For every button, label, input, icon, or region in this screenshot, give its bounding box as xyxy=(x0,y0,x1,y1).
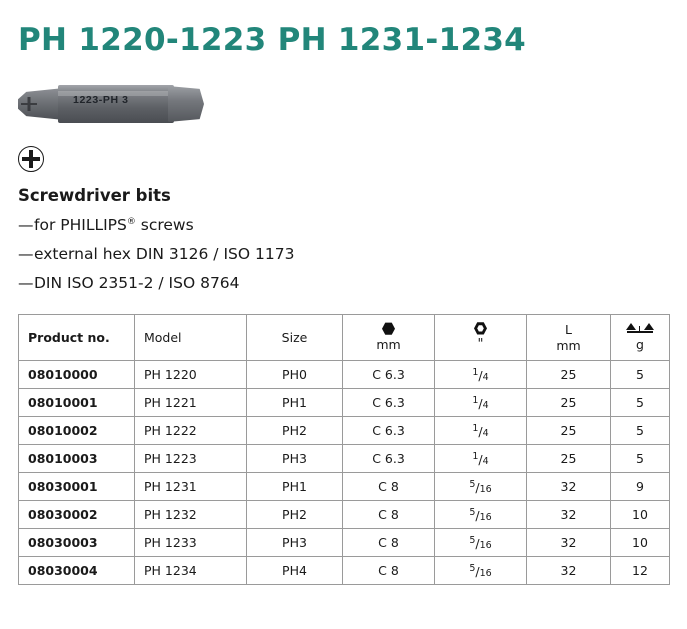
table-row xyxy=(19,389,670,417)
page-title: PH 1220-1223 PH 1231-1234 xyxy=(18,22,527,58)
feature-list xyxy=(18,216,669,292)
cell-size: PH1 xyxy=(247,473,343,501)
cell-hex-inch: $^5$/16 xyxy=(435,473,527,501)
screwdriver-bit-photo xyxy=(18,74,208,132)
bullet-dash: — xyxy=(18,274,34,292)
cell-hex-inch-denominator: 16 xyxy=(479,567,492,579)
table-row xyxy=(19,557,670,585)
specification-table xyxy=(18,314,670,585)
cell-hex-mm: C 6.3 xyxy=(343,361,435,389)
column-header-hex-mm xyxy=(343,315,435,361)
hex-solid-icon xyxy=(382,322,395,335)
cell-hex-inch-denominator: 4 xyxy=(482,455,489,467)
column-header-hex-inch xyxy=(435,315,527,361)
cell-size: PH2 xyxy=(247,417,343,445)
list-item xyxy=(18,216,669,234)
cell-hex-mm: C 6.3 xyxy=(343,445,435,473)
cell-product-no: 08010000 xyxy=(19,361,135,389)
cell-hex-inch-numerator: 5 xyxy=(469,534,476,546)
table-body xyxy=(19,361,670,585)
cell-hex-inch: $^5$/16 xyxy=(435,557,527,585)
table-row xyxy=(19,445,670,473)
table-row xyxy=(19,417,670,445)
bit-engraving-label: 1223-PH 3 xyxy=(73,94,129,106)
cell-hex-inch-numerator: 1 xyxy=(472,422,479,434)
cell-hex-mm: C 8 xyxy=(343,529,435,557)
column-header-length xyxy=(527,315,611,361)
section-subheading: Screwdriver bits xyxy=(18,186,171,205)
column-header-hex-mm-unit: mm xyxy=(376,337,401,353)
cell-hex-mm: C 6.3 xyxy=(343,417,435,445)
cell-weight: 10 xyxy=(611,529,670,557)
cell-length: 25 xyxy=(527,389,611,417)
column-header-hex-inch-unit: " xyxy=(477,336,484,352)
cell-length: 32 xyxy=(527,529,611,557)
list-item-text: for PHILLIPS xyxy=(34,216,127,234)
cell-product-no: 08030003 xyxy=(19,529,135,557)
cell-weight: 5 xyxy=(611,389,670,417)
cell-model: PH 1222 xyxy=(135,417,247,445)
cell-hex-inch-denominator: 4 xyxy=(482,399,489,411)
cell-product-no: 08030004 xyxy=(19,557,135,585)
cell-model: PH 1220 xyxy=(135,361,247,389)
table-row xyxy=(19,501,670,529)
cell-hex-inch-numerator: 1 xyxy=(472,366,479,378)
column-header-weight-unit: g xyxy=(636,337,644,353)
cell-size: PH3 xyxy=(247,445,343,473)
cell-hex-inch-numerator: 1 xyxy=(472,450,479,462)
cell-weight: 12 xyxy=(611,557,670,585)
cell-hex-inch-denominator: 16 xyxy=(479,539,492,551)
list-item-text: DIN ISO 2351-2 / ISO 8764 xyxy=(34,274,240,292)
cell-weight: 9 xyxy=(611,473,670,501)
list-item-text: external hex DIN 3126 / ISO 1173 xyxy=(34,245,295,263)
cell-product-no: 08030002 xyxy=(19,501,135,529)
cell-model: PH 1231 xyxy=(135,473,247,501)
bullet-dash: — xyxy=(18,245,34,263)
cell-weight: 5 xyxy=(611,361,670,389)
cell-length: 25 xyxy=(527,361,611,389)
cell-size: PH3 xyxy=(247,529,343,557)
cell-length: 25 xyxy=(527,417,611,445)
column-header-product-no: Product no. xyxy=(19,315,135,361)
registered-mark: ® xyxy=(126,216,136,227)
cell-size: PH2 xyxy=(247,501,343,529)
cell-model: PH 1234 xyxy=(135,557,247,585)
phillips-cross-horizontal-icon xyxy=(22,157,40,161)
column-header-weight xyxy=(611,315,670,361)
cell-hex-inch-numerator: 5 xyxy=(469,562,476,574)
cell-product-no: 08030001 xyxy=(19,473,135,501)
column-header-model: Model xyxy=(135,315,247,361)
cell-size: PH0 xyxy=(247,361,343,389)
cell-model: PH 1223 xyxy=(135,445,247,473)
cell-hex-inch: $^1$/4 xyxy=(435,445,527,473)
cell-length: 32 xyxy=(527,473,611,501)
bullet-dash: — xyxy=(18,216,34,234)
list-item xyxy=(18,245,669,263)
cell-model: PH 1233 xyxy=(135,529,247,557)
cell-hex-inch-numerator: 1 xyxy=(472,394,479,406)
list-item xyxy=(18,274,669,292)
cell-hex-inch-denominator: 4 xyxy=(482,427,489,439)
cell-product-no: 08010002 xyxy=(19,417,135,445)
cell-length: 25 xyxy=(527,445,611,473)
table-row xyxy=(19,361,670,389)
cell-weight: 5 xyxy=(611,417,670,445)
cell-hex-inch: $^5$/16 xyxy=(435,501,527,529)
cell-product-no: 08010001 xyxy=(19,389,135,417)
balance-scale-icon xyxy=(626,322,654,334)
bit-hex-shank-graphic xyxy=(168,86,204,122)
cell-hex-mm: C 6.3 xyxy=(343,389,435,417)
table-row xyxy=(19,473,670,501)
cell-hex-inch: $^1$/4 xyxy=(435,417,527,445)
cell-product-no: 08010003 xyxy=(19,445,135,473)
cell-hex-inch: $^1$/4 xyxy=(435,361,527,389)
cell-length: 32 xyxy=(527,557,611,585)
hex-socket-icon xyxy=(474,322,487,335)
cell-size: PH4 xyxy=(247,557,343,585)
cell-hex-mm: C 8 xyxy=(343,473,435,501)
cell-hex-inch: $^1$/4 xyxy=(435,389,527,417)
cell-length: 32 xyxy=(527,501,611,529)
cell-hex-inch: $^5$/16 xyxy=(435,529,527,557)
cell-model: PH 1232 xyxy=(135,501,247,529)
table-row xyxy=(19,529,670,557)
list-item-text-tail: screws xyxy=(135,216,194,234)
cell-size: PH1 xyxy=(247,389,343,417)
column-header-length-label: L xyxy=(565,321,572,337)
cell-hex-inch-denominator: 16 xyxy=(479,511,492,523)
phillips-cross-icon xyxy=(18,146,44,172)
cell-model: PH 1221 xyxy=(135,389,247,417)
cell-weight: 10 xyxy=(611,501,670,529)
column-header-size: Size xyxy=(247,315,343,361)
cell-hex-inch-numerator: 5 xyxy=(469,478,476,490)
table-header xyxy=(19,315,670,361)
table-header-row xyxy=(19,315,670,361)
cell-hex-mm: C 8 xyxy=(343,501,435,529)
cell-hex-inch-denominator: 4 xyxy=(482,371,489,383)
cell-hex-inch-denominator: 16 xyxy=(479,483,492,495)
cell-hex-mm: C 8 xyxy=(343,557,435,585)
cell-hex-inch-numerator: 5 xyxy=(469,506,476,518)
column-header-length-unit: mm xyxy=(556,337,581,353)
cell-weight: 5 xyxy=(611,445,670,473)
